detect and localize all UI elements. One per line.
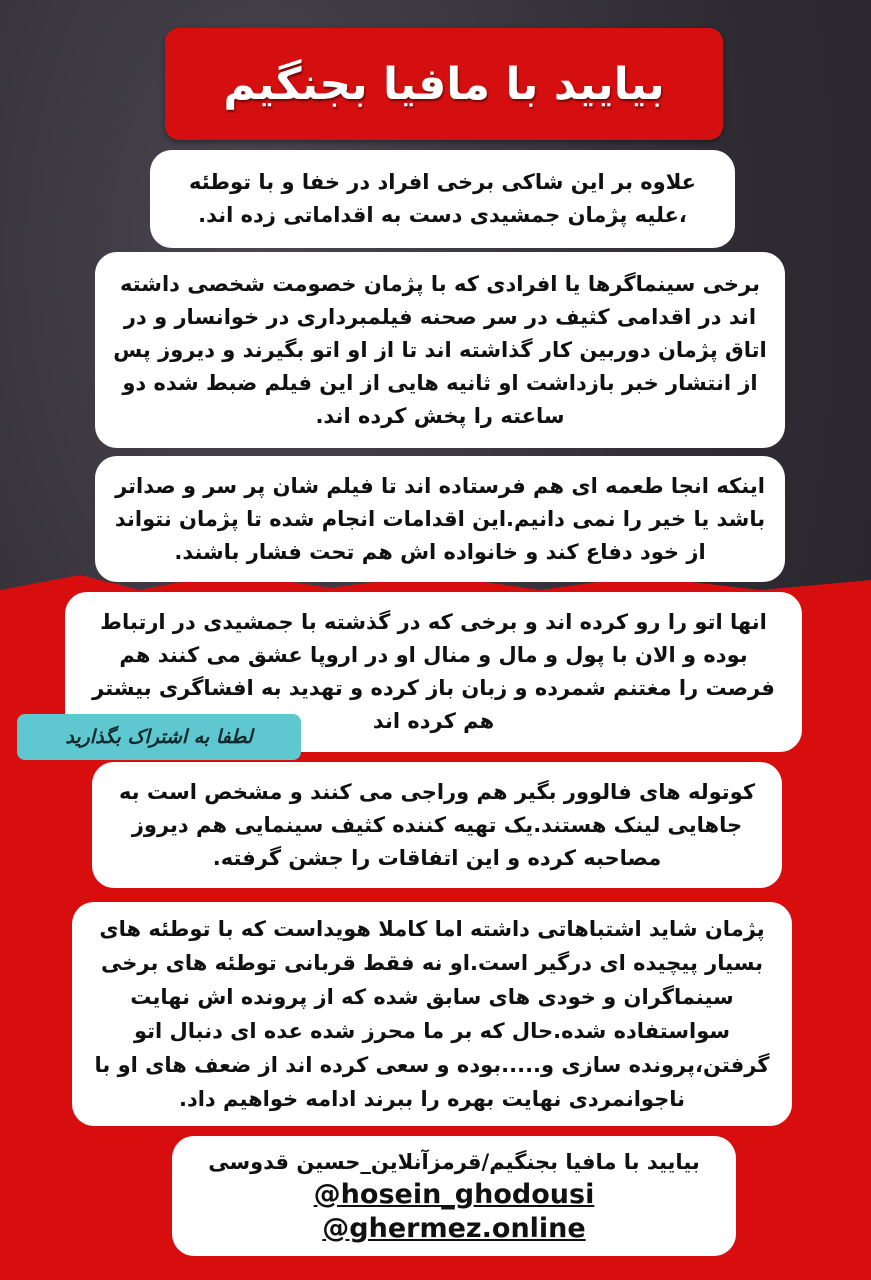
share-request-badge: [17, 714, 301, 760]
paragraph-text-2: برخی سینماگرها یا افرادی که با پژمان خصومت شخصی داشته اند در اقدامی کثیف در سر صحنه فیلمبرداری در خوانسار و در اتاق پژمان دوربین کار گذاشته اند تا از او اتو بگیرند و دیروز پس از انتشار خبر بازداشت او ثانیه هایی از این فیلم ضبط شده دو ساعته را پخش کرده اند.: [113, 271, 767, 428]
title-banner: [165, 28, 723, 140]
paragraph-card-3: [95, 456, 785, 582]
paragraph-card-2: [95, 252, 785, 448]
paragraph-text-5: کوتوله های فالوور بگیر هم وراجی می کنند و مشخص است به جاهایی لینک هستند.یک تهیه کننده کثیف سینمایی هم دیروز مصاحبه کرده و این اتفاقات را جشن گرفته.: [118, 779, 756, 870]
handle-hosein-ghodousi[interactable]: @hosein_ghodousi: [313, 1179, 595, 1210]
handle-ghermez-online[interactable]: @ghermez.online: [322, 1213, 586, 1244]
page-title: بیایید با مافیا بجنگیم: [223, 58, 665, 110]
footer-card: [172, 1136, 736, 1256]
share-request-text: لطفا به اشتراک بگذارید: [65, 726, 253, 748]
paragraph-text-3: اینکه انجا طعمه ای هم فرستاده اند تا فیلم شان پر سر و صداتر باشد یا خیر را نمی دانیم.این اقدامات انجام شده تا پژمان نتواند از خود دفاع کند و خانواده اش هم تحت فشار باشند.: [114, 473, 766, 564]
paragraph-card-5: [92, 762, 782, 888]
paragraph-card-6: [72, 902, 792, 1126]
footer-signature: بیایید با مافیا بجنگیم/قرمزآنلاین_حسین قدوسی: [208, 1150, 700, 1174]
paragraph-card-1: [150, 150, 735, 248]
paragraph-text-1: علاوه بر این شاکی برخی افراد در خفا و با توطئه ،علیه پژمان جمشیدی دست به اقداماتی زده اند.: [188, 170, 697, 227]
paragraph-text-6: پژمان شاید اشتباهاتی داشته اما کاملا هویداست که با توطئه های بسیار پیچیده ای درگیر است.او نه فقط قربانی توطئه های برخی سینماگران و خودی های سابق شده که از پرونده اش نهایت سواستفاده شده.حال که بر ما محرز شده عده ای دنبال اتو گرفتن،پرونده سازی و.....بوده و سعی کرده اند از ضعف های او با ناجوانمردی نهایت بهره را ببرند ادامه خواهیم داد.: [94, 917, 770, 1111]
paragraph-text-4: انها اتو را رو کرده اند و برخی که در گذشته با جمشیدی در ارتباط بوده و الان با پول و مال و منال او در اروپا عشق می کنند هم فرصت را مغتنم شمرده و زبان باز کرده و تهدید به افشاگری بیشتر هم کرده اند: [92, 610, 775, 733]
